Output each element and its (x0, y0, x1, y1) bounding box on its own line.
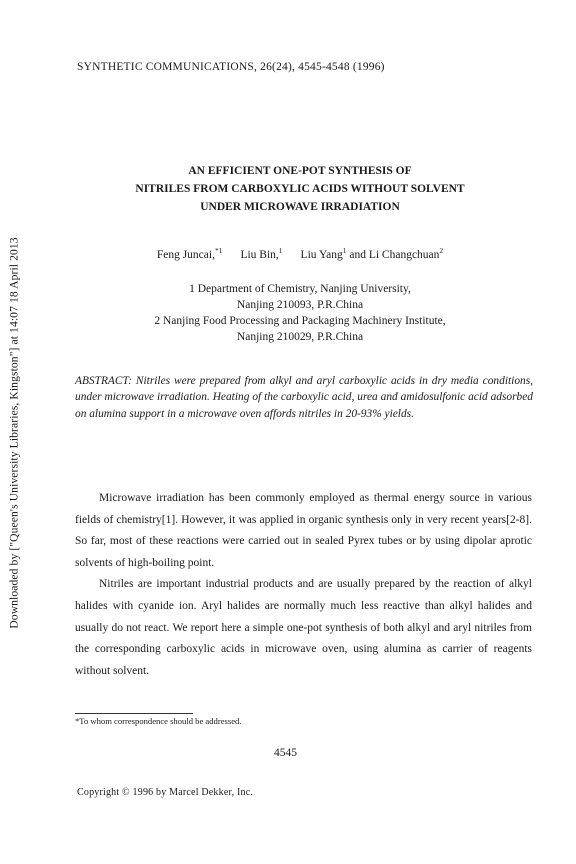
journal-header: SYNTHETIC COMMUNICATIONS, 26(24), 4545-4548 (1996) (77, 61, 385, 73)
author-affiliation-mark: 1 (278, 246, 283, 255)
title-line: UNDER MICROWAVE IRRADIATION (200, 201, 400, 213)
affiliation-line: Nanjing 210029, P.R.China (236, 331, 364, 343)
download-notice: Downloaded by ["Queen's University Libraries, Kingston"] at 14:07 18 April 2013 (7, 237, 21, 629)
author-list (60, 246, 540, 261)
affiliation-line: Nanjing 210093, P.R.China (236, 299, 364, 311)
title-line: NITRILES FROM CARBOXYLIC ACIDS WITHOUT SOLVENT (135, 183, 465, 195)
author-name: Liu Yang (300, 248, 343, 261)
footnote-divider (75, 713, 193, 714)
author-name: Feng Juncai, (156, 248, 215, 261)
body-text (75, 488, 532, 682)
affiliations (60, 281, 540, 345)
author-name: Liu Bin, (240, 248, 279, 261)
footnote: *To whom correspondence should be addressed. (75, 716, 242, 726)
affiliation-line: 2 Nanjing Food Processing and Packaging Machinery Institute, (154, 315, 446, 327)
paragraph: Nitriles are important industrial products and are usually prepared by the reaction of alkyl halides with cyanide ion. Aryl halides are normally much less reactive than alkyl halides and usually do not react. We report here a simple one-pot synthesis of both alkyl and aryl nitriles from the corresponding carboxylic acids in microwave oven, using alumina as carrier of reagents without solvent. (75, 578, 532, 677)
author-affiliation-mark: 2 (439, 246, 444, 255)
author-affiliation-mark: 1 (342, 246, 347, 255)
abstract: ABSTRACT: Nitriles were prepared from alkyl and aryl carboxylic acids in dry media conditions, under microwave irradiation. Heating of the carboxylic acid, urea and amidosulfonic acid adsorbed on alumina support in a microwave oven affords nitriles in 20-93% yields. (75, 375, 533, 420)
affiliation-line: 1 Department of Chemistry, Nanjing University, (189, 283, 411, 295)
author-name: and Li Changchuan (346, 248, 440, 261)
copyright-notice: Copyright © 1996 by Marcel Dekker, Inc. (77, 787, 254, 798)
paper-title (60, 162, 540, 216)
title-line: AN EFFICIENT ONE-POT SYNTHESIS OF (188, 165, 412, 177)
author-affiliation-mark: *1 (214, 246, 223, 255)
paragraph: Microwave irradiation has been commonly employed as thermal energy source in various fields of chemistry[1]. However, it was applied in organic synthesis only in very recent years[2-8]. So far, most of these reactions were carried out in sealed Pyrex tubes or by using dipolar aprotic solvents of high-boiling point. (75, 492, 532, 569)
page-number: 4545 (274, 747, 297, 759)
